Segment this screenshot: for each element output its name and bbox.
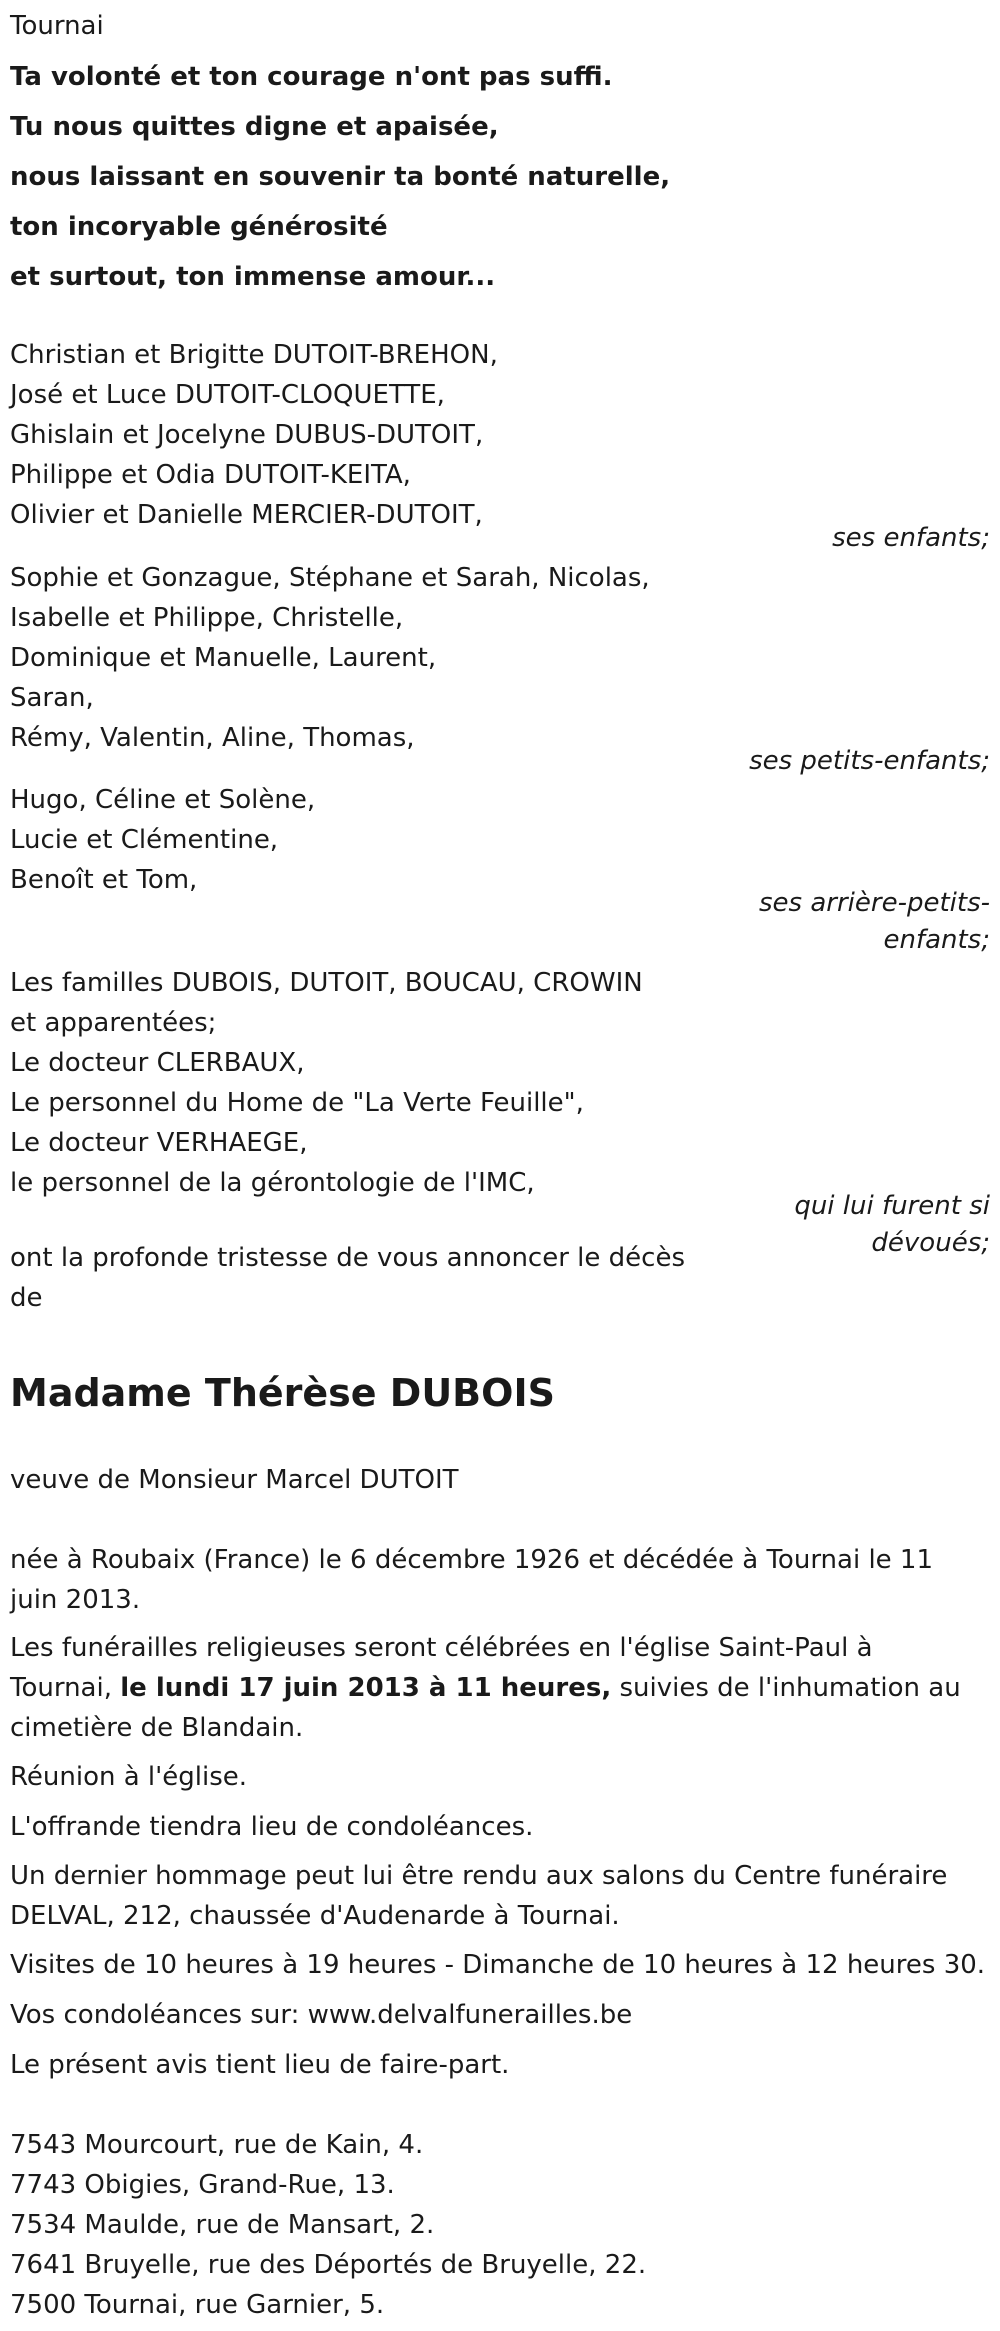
announcement-line: de <box>10 1283 43 1313</box>
address-item: 7543 Mourcourt, rue de Kain, 4. <box>10 2130 424 2160</box>
children-list <box>10 335 498 535</box>
label-line: dévoués; <box>871 1228 990 1258</box>
poem-line: et surtout, ton immense amour... <box>10 262 496 292</box>
list-item: Benoît et Tom, <box>10 865 198 895</box>
list-item: Olivier et Danielle MERCIER-DUTOIT, <box>10 500 483 530</box>
funeral-info <box>10 1628 961 1748</box>
list-item: Philippe et Odia DUTOIT-KEITA, <box>10 460 411 490</box>
tribute-info <box>10 1856 947 1936</box>
poem <box>10 52 670 302</box>
list-item: Christian et Brigitte DUTOIT-BREHON, <box>10 340 498 370</box>
tribute-line: DELVAL, 212, chaussée d'Audenarde à Tournai. <box>10 1901 620 1931</box>
poem-line: ton incoryable générosité <box>10 212 388 242</box>
funeral-suffix: suivies de l'inhumation au <box>611 1673 961 1703</box>
funeral-prefix: Tournai, <box>10 1673 121 1703</box>
poem-line: nous laissant en souvenir ta bonté naturelle, <box>10 162 671 192</box>
grandchildren-label: ses petits-enfants; <box>749 746 990 776</box>
great-grandchildren-list <box>10 780 315 900</box>
funeral-line: Les funérailles religieuses seront célébrées en l'église Saint-Paul à <box>10 1633 873 1663</box>
list-item: Les familles DUBOIS, DUTOIT, BOUCAU, CROWIN <box>10 968 643 998</box>
list-item: Rémy, Valentin, Aline, Thomas, <box>10 723 415 753</box>
widow-of: veuve de Monsieur Marcel DUTOIT <box>10 1465 459 1495</box>
notice-text: Le présent avis tient lieu de faire-part. <box>10 2050 510 2080</box>
deceased-name: Madame Thérèse DUBOIS <box>10 1371 555 1415</box>
label-line: qui lui furent si <box>794 1191 990 1221</box>
birth-death <box>10 1540 933 1620</box>
birth-death-line: née à Roubaix (France) le 6 décembre 1926 et décédée à Tournai le 11 <box>10 1545 934 1575</box>
announcement <box>10 1238 685 1318</box>
list-item: José et Luce DUTOIT-CLOQUETTE, <box>10 380 445 410</box>
funeral-date: le lundi 17 juin 2013 à 11 heures, <box>120 1673 612 1703</box>
list-item: Sophie et Gonzague, Stéphane et Sarah, Nicolas, <box>10 563 650 593</box>
list-item: Isabelle et Philippe, Christelle, <box>10 603 404 633</box>
label-line: ses arrière-petits- <box>759 888 990 918</box>
birth-death-line: juin 2013. <box>10 1585 141 1615</box>
funeral-line: cimetière de Blandain. <box>10 1713 304 1743</box>
great-grandchildren-label <box>759 885 990 959</box>
visits-info: Visites de 10 heures à 19 heures - Dimanche de 10 heures à 12 heures 30. <box>10 1950 986 1980</box>
addresses-list <box>10 2125 646 2325</box>
list-item: Hugo, Céline et Solène, <box>10 785 316 815</box>
funeral-line <box>10 1668 961 1708</box>
announcement-line: ont la profonde tristesse de vous annoncer le décès <box>10 1243 685 1273</box>
place-heading: Tournai <box>10 11 104 41</box>
list-item: Le docteur CLERBAUX, <box>10 1048 305 1078</box>
offering-note: L'offrande tiendra lieu de condoléances. <box>10 1812 534 1842</box>
list-item: Lucie et Clémentine, <box>10 825 279 855</box>
poem-line: Tu nous quittes digne et apaisée, <box>10 112 499 142</box>
poem-line: Ta volonté et ton courage n'ont pas suffi. <box>10 62 613 92</box>
address-item: 7743 Obigies, Grand-Rue, 13. <box>10 2170 395 2200</box>
list-item: Saran, <box>10 683 94 713</box>
list-item: Dominique et Manuelle, Laurent, <box>10 643 437 673</box>
grandchildren-list <box>10 558 650 758</box>
children-label: ses enfants; <box>832 523 990 553</box>
label-line: enfants; <box>883 925 990 955</box>
list-item: Le personnel du Home de "La Verte Feuille", <box>10 1088 584 1118</box>
list-item: Le docteur VERHAEGE, <box>10 1128 308 1158</box>
condolences-link[interactable]: Vos condoléances sur: www.delvalfunerailles.be <box>10 2000 633 2030</box>
list-item: et apparentées; <box>10 1008 217 1038</box>
meeting-note: Réunion à l'église. <box>10 1762 248 1792</box>
others-list <box>10 963 643 1203</box>
list-item: le personnel de la gérontologie de l'IMC, <box>10 1168 535 1198</box>
tribute-line: Un dernier hommage peut lui être rendu aux salons du Centre funéraire <box>10 1861 948 1891</box>
list-item: Ghislain et Jocelyne DUBUS-DUTOIT, <box>10 420 484 450</box>
address-item: 7641 Bruyelle, rue des Déportés de Bruyelle, 22. <box>10 2250 647 2280</box>
address-item: 7534 Maulde, rue de Mansart, 2. <box>10 2210 435 2240</box>
others-label <box>794 1188 990 1262</box>
address-item: 7500 Tournai, rue Garnier, 5. <box>10 2290 385 2320</box>
